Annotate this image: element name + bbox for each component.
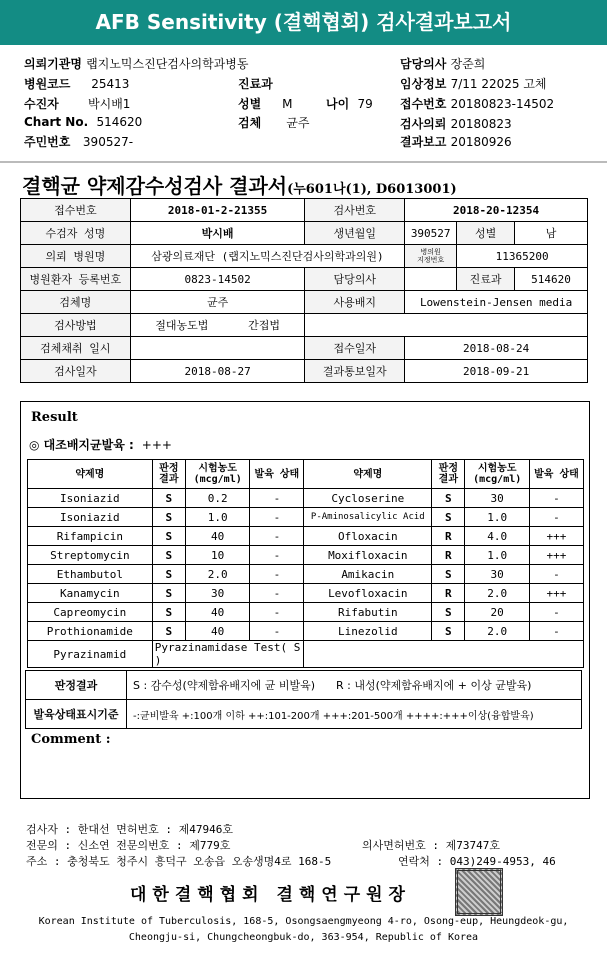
header-examinee: 수진자 박시배1 xyxy=(24,97,131,111)
drug-result: R xyxy=(432,527,465,546)
drug-result: S xyxy=(152,603,185,622)
footer-contact: 연락처 : 043)249-4953, 46 xyxy=(398,855,556,868)
drug-growth: - xyxy=(529,508,583,527)
header-receipt: 접수번호 20180823-14502 xyxy=(400,97,555,111)
drug-conc: 4.0 xyxy=(465,527,529,546)
legend-result-label: 판정결과 xyxy=(26,671,127,700)
drug-growth: +++ xyxy=(529,584,583,603)
drug-conc: 2.0 xyxy=(465,584,529,603)
drug-name: Amikacin xyxy=(304,565,432,584)
medium: Lowenstein-Jensen media xyxy=(405,291,588,314)
header-request: 검사의뢰 20180823 xyxy=(400,117,512,131)
drug-conc: 30 xyxy=(465,565,529,584)
col-result: 판정 결과 xyxy=(152,460,185,489)
drug-name: Ofloxacin xyxy=(304,527,432,546)
dept-label: 진료과 xyxy=(457,268,515,291)
table-row xyxy=(28,546,584,565)
english-address-line1: Korean Institute of Tuberculosis, 168-5, Osongsaengmyeong 4-ro, Osong-eup, Heungdeok-gu, xyxy=(38,916,569,927)
collect-label: 검체채취 일시 xyxy=(21,337,131,360)
accept-label: 접수일자 xyxy=(305,337,405,360)
drug-result: S xyxy=(432,508,465,527)
col-drug: 약제명 xyxy=(28,460,153,489)
drug-growth: - xyxy=(250,527,304,546)
notify: 2018-09-21 xyxy=(405,360,588,383)
hospital-code-label: 병의원 지정번호 xyxy=(405,245,457,268)
drug-name: Ethambutol xyxy=(28,565,153,584)
col-growth: 발육 상태 xyxy=(250,460,304,489)
drug-table xyxy=(27,459,584,668)
legend-table xyxy=(25,670,582,729)
examinee-name: 박시배 xyxy=(130,222,305,245)
drug-conc: 30 xyxy=(465,489,529,508)
header-clinical: 임상정보 7/11 22025 고체 xyxy=(400,77,547,91)
drug-conc: 0.2 xyxy=(185,489,249,508)
drug-result: S xyxy=(152,527,185,546)
test-date: 2018-08-27 xyxy=(130,360,305,383)
comment-label: Comment : xyxy=(31,732,111,747)
medium-label: 사용배지 xyxy=(305,291,405,314)
table-row xyxy=(28,489,584,508)
drug-name: Moxifloxacin xyxy=(304,546,432,565)
col-drug: 약제명 xyxy=(304,460,432,489)
drug-result: S xyxy=(432,622,465,641)
footer-tester: 검사자 : 한대선 면허번호 : 제47946호 xyxy=(26,823,233,836)
official-seal-icon xyxy=(455,868,503,916)
header-dept: 진료과 xyxy=(238,77,273,91)
drug-growth: +++ xyxy=(529,527,583,546)
english-address-line2: Cheongju-si, Chungcheongbuk-do, 363-954, Republic of Korea xyxy=(128,932,479,943)
footer-license: 의사면허번호 : 제73747호 xyxy=(362,839,500,852)
header-test: 검체 균주 xyxy=(238,116,310,130)
report-title-bar xyxy=(0,0,607,45)
birth-label: 생년월일 xyxy=(305,222,405,245)
req-hospital: 삼광의료재단 (랩지노믹스진단검사의학과의원) xyxy=(130,245,404,268)
document-title: 결핵균 약제감수성검사 결과서(누601나(1), D6013001) xyxy=(22,174,457,198)
info-table xyxy=(20,198,588,383)
drug-result: S xyxy=(152,489,185,508)
drug-result: S xyxy=(152,508,185,527)
drug-conc: 1.0 xyxy=(465,546,529,565)
col-growth: 발육 상태 xyxy=(529,460,583,489)
col-conc: 시험농도 (mcg/ml) xyxy=(465,460,529,489)
col-result: 판정 결과 xyxy=(432,460,465,489)
drug-name: Cycloserine xyxy=(304,489,432,508)
drug-name: Kanamycin xyxy=(28,584,153,603)
drug-name: Linezolid xyxy=(304,622,432,641)
drug-result: R xyxy=(432,584,465,603)
birth: 390527 xyxy=(405,222,457,245)
pza-result: Pyrazinamidase Test( S ) xyxy=(152,641,304,668)
drug-growth: - xyxy=(250,603,304,622)
drug-growth: - xyxy=(529,622,583,641)
drug-result: S xyxy=(432,489,465,508)
drug-conc: 30 xyxy=(185,584,249,603)
collect xyxy=(130,337,305,360)
drug-name: Isoniazid xyxy=(28,508,153,527)
drug-growth: - xyxy=(250,508,304,527)
table-row xyxy=(28,527,584,546)
drug-result: S xyxy=(152,622,185,641)
document-subtitle: (누601나(1), D6013001) xyxy=(287,182,457,197)
header-age: 나이 79 xyxy=(326,97,373,111)
drug-conc: 10 xyxy=(185,546,249,565)
doctor xyxy=(405,268,457,291)
drug-conc: 40 xyxy=(185,622,249,641)
header-doctor: 담당의사 장준희 xyxy=(400,57,486,71)
test-date-label: 검사일자 xyxy=(21,360,131,383)
dept: 514620 xyxy=(515,268,588,291)
col-conc: 시험농도 (mcg/ml) xyxy=(185,460,249,489)
specimen: 균주 xyxy=(130,291,305,314)
drug-result: R xyxy=(432,546,465,565)
drug-name: Rifampicin xyxy=(28,527,153,546)
header-institution: 의뢰기관명 랩지노믹스진단검사의학과병동 xyxy=(24,57,249,71)
examinee-name-label: 수검자 성명 xyxy=(21,222,131,245)
table-row xyxy=(28,565,584,584)
sex-label: 성별 xyxy=(457,222,515,245)
receipt-no-label: 접수번호 xyxy=(21,199,131,222)
patient-reg: 0823-14502 xyxy=(130,268,305,291)
method: 절대농도법 간접법 xyxy=(130,314,305,337)
drug-conc: 1.0 xyxy=(465,508,529,527)
table-row xyxy=(28,603,584,622)
drug-conc: 2.0 xyxy=(185,565,249,584)
drug-result: S xyxy=(152,565,185,584)
receipt-no: 2018-01-2-21355 xyxy=(130,199,305,222)
test-no-label: 검사번호 xyxy=(305,199,405,222)
drug-growth: - xyxy=(250,546,304,565)
test-no: 2018-20-12354 xyxy=(405,199,588,222)
header-hospital-code: 병원코드 25413 xyxy=(24,77,130,91)
patient-reg-label: 병원환자 등록번호 xyxy=(21,268,131,291)
table-row xyxy=(28,508,584,527)
method-label: 검사방법 xyxy=(21,314,131,337)
footer-address: 주소 : 충청북도 청주시 흥덕구 오송읍 오송생명4로 168-5 xyxy=(26,855,332,868)
drug-growth: - xyxy=(250,584,304,603)
drug-conc: 40 xyxy=(185,527,249,546)
drug-conc: 20 xyxy=(465,603,529,622)
table-row xyxy=(28,584,584,603)
accept: 2018-08-24 xyxy=(405,337,588,360)
sex: 남 xyxy=(515,222,588,245)
drug-result: S xyxy=(432,603,465,622)
drug-growth: - xyxy=(529,565,583,584)
drug-name: Rifabutin xyxy=(304,603,432,622)
drug-name: Prothionamide xyxy=(28,622,153,641)
drug-result: S xyxy=(152,546,185,565)
drug-name: P-Aminosalicylic Acid xyxy=(304,508,432,527)
drug-growth: - xyxy=(250,489,304,508)
drug-growth: - xyxy=(250,622,304,641)
drug-name: Streptomycin xyxy=(28,546,153,565)
drug-result: S xyxy=(152,584,185,603)
legend-growth-label: 발육상태표시기준 xyxy=(26,700,127,729)
footer-specialist: 전문의 : 신소연 전문의번호 : 제779호 xyxy=(26,839,231,852)
divider xyxy=(0,161,607,163)
doctor-label: 담당의사 xyxy=(305,268,405,291)
header-chart: Chart No. 514620 xyxy=(24,115,143,129)
drug-conc: 2.0 xyxy=(465,622,529,641)
drug-growth: - xyxy=(250,565,304,584)
drug-name: Capreomycin xyxy=(28,603,153,622)
header-result-report: 결과보고 20180926 xyxy=(400,135,512,149)
drug-result: S xyxy=(432,565,465,584)
legend-growth: -:균비발육 +:100개 이하 ++:101-200개 +++:201-500개 ++++:+++이상(융합발육) xyxy=(127,700,582,729)
header-rrn: 주민번호 390527- xyxy=(24,135,134,149)
header-sex: 성별 M xyxy=(238,97,293,111)
drug-name: Levofloxacin xyxy=(304,584,432,603)
pza-name: Pyrazinamid xyxy=(28,641,153,668)
specimen-label: 검체명 xyxy=(21,291,131,314)
drug-growth: - xyxy=(529,603,583,622)
result-panel xyxy=(20,401,590,799)
organization-name: 대한결핵협회 결핵연구원장 xyxy=(130,885,411,905)
table-row xyxy=(28,622,584,641)
control-growth: ◎ 대조배지균발육 : +++ xyxy=(29,438,172,452)
drug-growth: - xyxy=(529,489,583,508)
pza-empty xyxy=(304,641,584,668)
drug-conc: 40 xyxy=(185,603,249,622)
method-empty xyxy=(305,314,588,337)
hospital-code: 11365200 xyxy=(457,245,588,268)
drug-name: Isoniazid xyxy=(28,489,153,508)
notify-label: 결과통보일자 xyxy=(305,360,405,383)
report-title: AFB Sensitivity (결핵협회) 검사결과보고서 xyxy=(95,10,512,34)
drug-conc: 1.0 xyxy=(185,508,249,527)
result-title: Result xyxy=(31,410,78,425)
legend-result: S : 감수성(약제함유배지에 균 비발육) R : 내성(약제함유배지에 + 이상 균발육) xyxy=(127,671,582,700)
req-hospital-label: 의뢰 병원명 xyxy=(21,245,131,268)
drug-growth: +++ xyxy=(529,546,583,565)
